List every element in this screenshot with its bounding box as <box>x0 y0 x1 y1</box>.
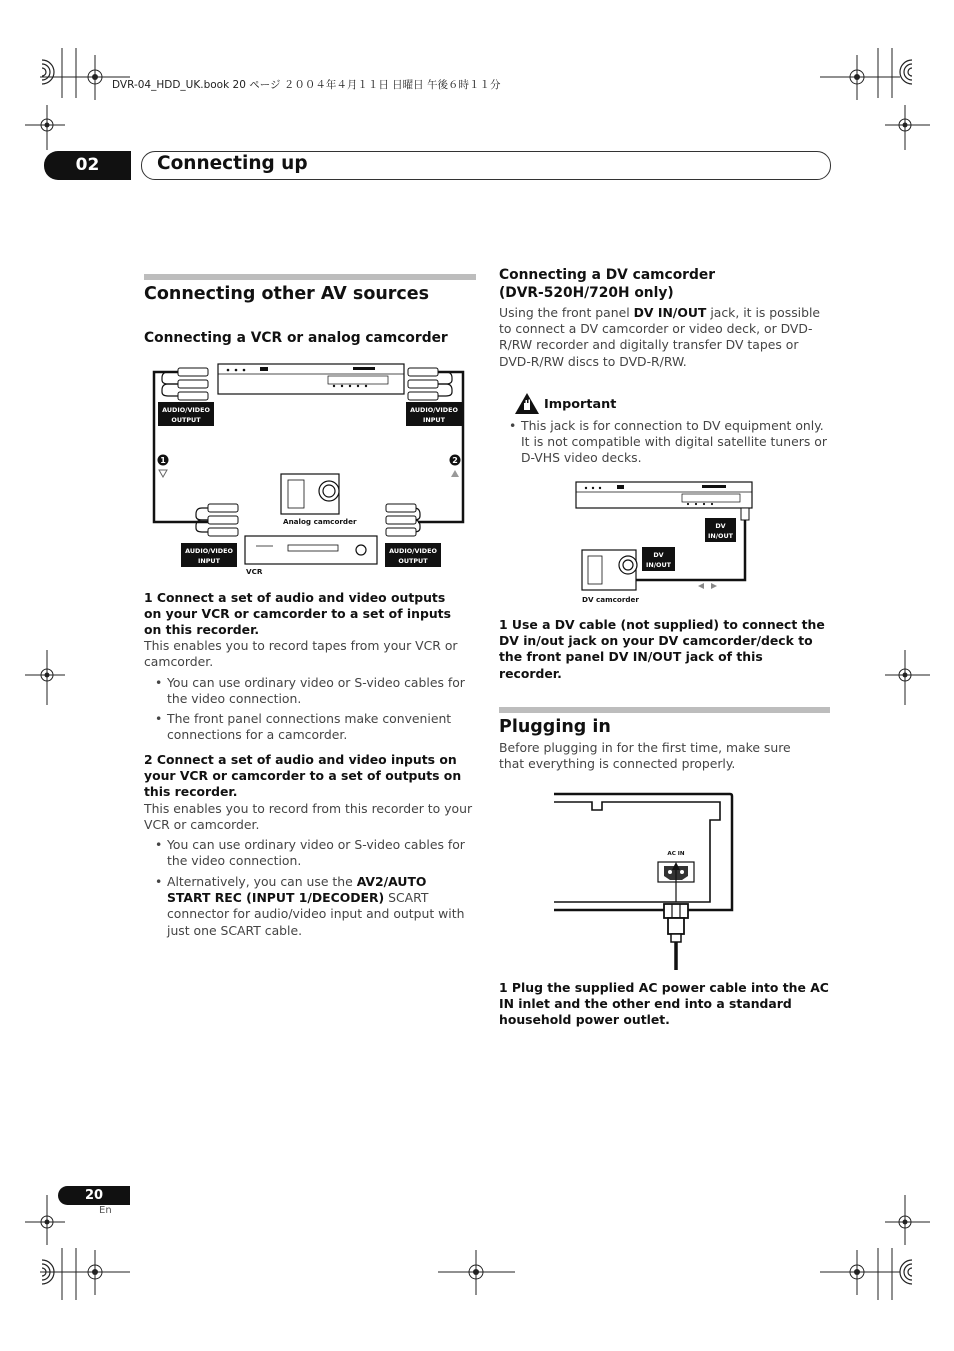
chapter-number: 02 <box>44 151 131 180</box>
dv-camcorder-illustration <box>582 550 637 590</box>
plugging-in-title: Plugging in <box>499 717 611 737</box>
language-code: En <box>99 1205 112 1216</box>
svg-text:DV camcorder: DV camcorder <box>582 595 639 604</box>
plug-step-1: 1 Plug the supplied AC power cable into the AC IN inlet and the other end into a standard household power outlet. <box>499 980 829 1028</box>
svg-text:1: 1 <box>160 456 166 465</box>
svg-text:IN/OUT: IN/OUT <box>645 561 672 569</box>
svg-text:OUTPUT: OUTPUT <box>398 557 428 565</box>
svg-text:DV: DV <box>653 551 664 559</box>
svg-text:AC IN: AC IN <box>667 851 685 857</box>
svg-text:OUTPUT: OUTPUT <box>171 416 201 424</box>
recorder-illustration <box>576 482 752 508</box>
list-item: • You can use ordinary video or S-video cables for the video connection. <box>155 675 465 707</box>
section-title: Connecting other AV sources <box>144 284 430 304</box>
subsection-title: Connecting a VCR or analog camcorder <box>144 330 448 346</box>
recorder-illustration <box>218 364 404 394</box>
step-2-heading: 2 Connect a set of audio and video inputs on your VCR or camcorder to a set of outputs on this recorder. <box>144 752 462 800</box>
svg-text:INPUT: INPUT <box>423 416 445 424</box>
important-icon <box>514 392 540 416</box>
page-number: 20 <box>58 1186 130 1205</box>
svg-text:INPUT: INPUT <box>198 557 220 565</box>
svg-text:AUDIO/VIDEO: AUDIO/VIDEO <box>410 406 458 414</box>
section-rule <box>499 707 830 713</box>
ac-inlet-diagram <box>552 790 738 972</box>
step-1-text: This enables you to record tapes from your VCR or camcorder. <box>144 638 458 670</box>
svg-text:VCR: VCR <box>246 567 263 576</box>
step-1-heading: 1 Connect a set of audio and video outputs on your VCR or camcorder to a set of inputs on this recorder. <box>144 590 451 638</box>
svg-text:AUDIO/VIDEO: AUDIO/VIDEO <box>389 547 437 555</box>
svg-text:IN/OUT: IN/OUT <box>707 532 734 540</box>
svg-text:2: 2 <box>452 456 458 465</box>
analog-camcorder-illustration <box>281 474 339 514</box>
svg-text:DV: DV <box>715 522 726 530</box>
list-item: • This jack is for connection to DV equipment only. It is not compatible with digital satellite tuners or D-VHS video decks. <box>509 418 827 466</box>
plugging-in-text: Before plugging in for the first time, make sure that everything is connected properly. <box>499 740 791 772</box>
list-item: • Alternatively, you can use the AV2/AUTO START REC (INPUT 1/DECODER) SCART connector for audio/video input and output with just one SCART cable. <box>155 874 465 938</box>
vcr-connection-diagram <box>148 360 470 582</box>
dv-connection-diagram <box>572 478 762 608</box>
step-2-text: This enables you to record from this recorder to your VCR or camcorder. <box>144 801 473 833</box>
svg-text:AUDIO/VIDEO: AUDIO/VIDEO <box>162 406 210 414</box>
section-rule <box>144 274 476 280</box>
dv-step-1: 1 Use a DV cable (not supplied) to connect the DV in/out jack on your DV camcorder/deck to the front panel DV IN/OUT jack of this recorder. <box>499 617 825 681</box>
svg-text:AUDIO/VIDEO: AUDIO/VIDEO <box>185 547 233 555</box>
dv-intro-text: Using the front panel DV IN/OUT jack, it is possible to connect a DV camcorder or video deck, or DVD-R/RW recorder and digitally transfer DV tapes or DVD-R/RW discs to DVD-R/RW. <box>499 305 821 369</box>
svg-text:Analog camcorder: Analog camcorder <box>283 517 357 526</box>
list-item: • The front panel connections make convenient connections for a camcorder. <box>155 711 452 743</box>
dv-section-title: Connecting a DV camcorder (DVR-520H/720H only) <box>499 267 716 301</box>
chapter-title: Connecting up <box>157 153 308 174</box>
important-label: Important <box>544 397 617 412</box>
list-item: • You can use ordinary video or S-video cables for the video connection. <box>155 837 465 869</box>
vcr-illustration <box>245 536 377 564</box>
file-meta: DVR-04_HDD_UK.book 20 ページ ２００４年４月１１日 日曜日 午後６時１１分 <box>112 79 501 91</box>
